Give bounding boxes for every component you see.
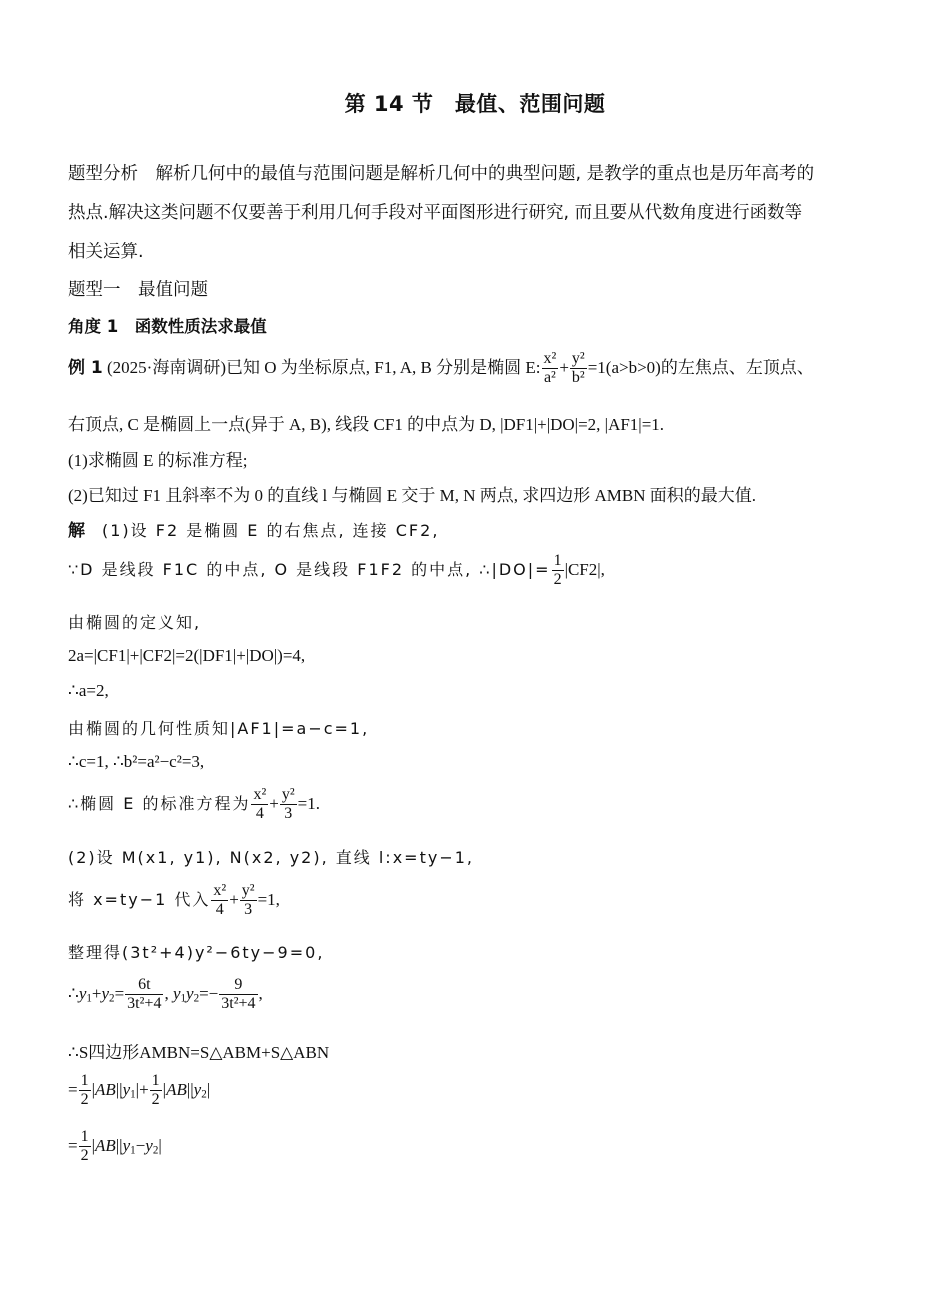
solution-line-10: 将 x=ty−1 代入 $\frac{\text{x²}}{4}$ + $\frac{\text{y²}}{3}$ =1, xyxy=(68,882,280,919)
page-title: 第 14 节 最值、范围问题 xyxy=(344,92,606,116)
solution-line-5: ∴a=2, xyxy=(68,681,109,700)
solution-line-12: $\therefore y_1+y_2=$ $\frac{6t}{\text{3t²+4}}$ , $y_1y_2=-$ $\frac{9}{\text{3t²+4}}$ , xyxy=(68,976,263,1013)
fraction-product: $\frac{9}{\text{3t²+4}}$ xyxy=(221,976,256,1013)
fraction-half-c: $\frac{1}{2}$ xyxy=(80,1128,89,1165)
fraction-half-b: $\frac{1}{2}$ xyxy=(151,1072,160,1109)
fraction-y2-3: $\frac{\text{y²}}{3}$ xyxy=(281,786,295,823)
solution-line-1: 解 (1)设 F2 是椭圆 E 的右焦点, 连接 CF2, xyxy=(68,521,440,541)
analysis-line-3: 相关运算. xyxy=(68,242,144,262)
question-1: (1)求椭圆 E 的标准方程; xyxy=(68,451,248,470)
example-line-1: 例 1 (2025·海南调研)已知 O 为坐标原点, F1, A, B 分别是椭圆 E: $\frac{\text{x²}}{\text{a²}}$ + $\frac{\text{y²}}{\text{b²}}$ =1(a>b>0)的左焦点、左顶点、 xyxy=(68,350,814,387)
fraction-y2-3-b: $\frac{\text{y²}}{3}$ xyxy=(241,882,255,919)
fraction-x2-4: $\frac{\text{x²}}{4}$ xyxy=(253,786,267,823)
solution-line-8: ∴椭圆 E 的标准方程为 $\frac{\text{x²}}{4}$ + $\frac{\text{y²}}{3}$ =1. xyxy=(68,786,320,823)
solution-line-14: = $\frac{1}{2}$ $|AB||y_1|+$ $\frac{1}{2}$ $|AB||y_2|$ xyxy=(68,1072,211,1109)
solution-line-7: ∴c=1, ∴b²=a²−c²=3, xyxy=(68,752,205,771)
example-condition: =1(a>b>0)的左焦点、左顶点、 xyxy=(587,357,814,377)
example-intro: 已知 O 为坐标原点, F1, A, B 分别是椭圆 E: xyxy=(225,357,541,377)
solution-line-15: = $\frac{1}{2}$ $|AB||y_1-y_2|$ xyxy=(68,1128,162,1165)
analysis-label: 题型分析 xyxy=(68,164,138,184)
solution-label: 解 xyxy=(68,521,85,541)
fraction-one-half: $\frac{1}{2}$ xyxy=(553,552,562,589)
solution-line-9: (2)设 M(x1, y1), N(x2, y2), 直线 l:x=ty−1, xyxy=(68,848,474,867)
analysis-line-1 xyxy=(68,160,814,185)
fraction-x2-4-b: $\frac{\text{x²}}{4}$ xyxy=(213,882,227,919)
example-line-2: 右顶点, C 是椭圆上一点(异于 A, B), 线段 CF1 的中点为 D, |DF1|+|DO|=2, |AF1|=1. xyxy=(68,415,665,434)
analysis-line-2: 热点.解决这类问题不仅要善于利用几何手段对平面图形进行研究, 而且要从代数角度进行函数等 xyxy=(68,203,803,223)
fraction-sum: $\frac{6t}{\text{3t²+4}}$ xyxy=(127,976,162,1013)
solution-line-2: ∵D 是线段 F1C 的中点, O 是线段 F1F2 的中点, ∴|DO|= $\frac{1}{2}$ |CF2|, xyxy=(68,552,605,589)
section-heading: 题型一 最值问题 xyxy=(68,280,208,300)
fraction-x2-a2: $\frac{\text{x²}}{\text{a²}}$ xyxy=(543,350,557,387)
fraction-y2-b2: $\frac{\text{y²}}{\text{b²}}$ xyxy=(571,350,585,387)
fraction-half-a: $\frac{1}{2}$ xyxy=(80,1072,89,1109)
solution-line-13: ∴S四边形AMBN=S△ABM+S△ABN xyxy=(68,1043,330,1062)
analysis-text-1: 解析几何中的最值与范围问题是解析几何中的典型问题, 是教学的重点也是历年高考的 xyxy=(155,164,815,184)
solution-line-11: 整理得(3t²+4)y²−6ty−9=0, xyxy=(68,943,325,962)
angle-heading: 角度 1 函数性质法求最值 xyxy=(68,317,267,336)
solution-line-6: 由椭圆的几何性质知|AF1|=a−c=1, xyxy=(68,719,370,738)
example-source: (2025·海南调研) xyxy=(107,357,226,377)
solution-line-3: 由椭圆的定义知, xyxy=(68,613,202,632)
example-label: 例 1 xyxy=(68,357,103,378)
question-2: (2)已知过 F1 且斜率不为 0 的直线 l 与椭圆 E 交于 M, N 两点, 求四边形 AMBN 面积的最大值. xyxy=(68,486,757,505)
solution-line-4: 2a=|CF1|+|CF2|=2(|DF1|+|DO|)=4, xyxy=(68,646,306,665)
